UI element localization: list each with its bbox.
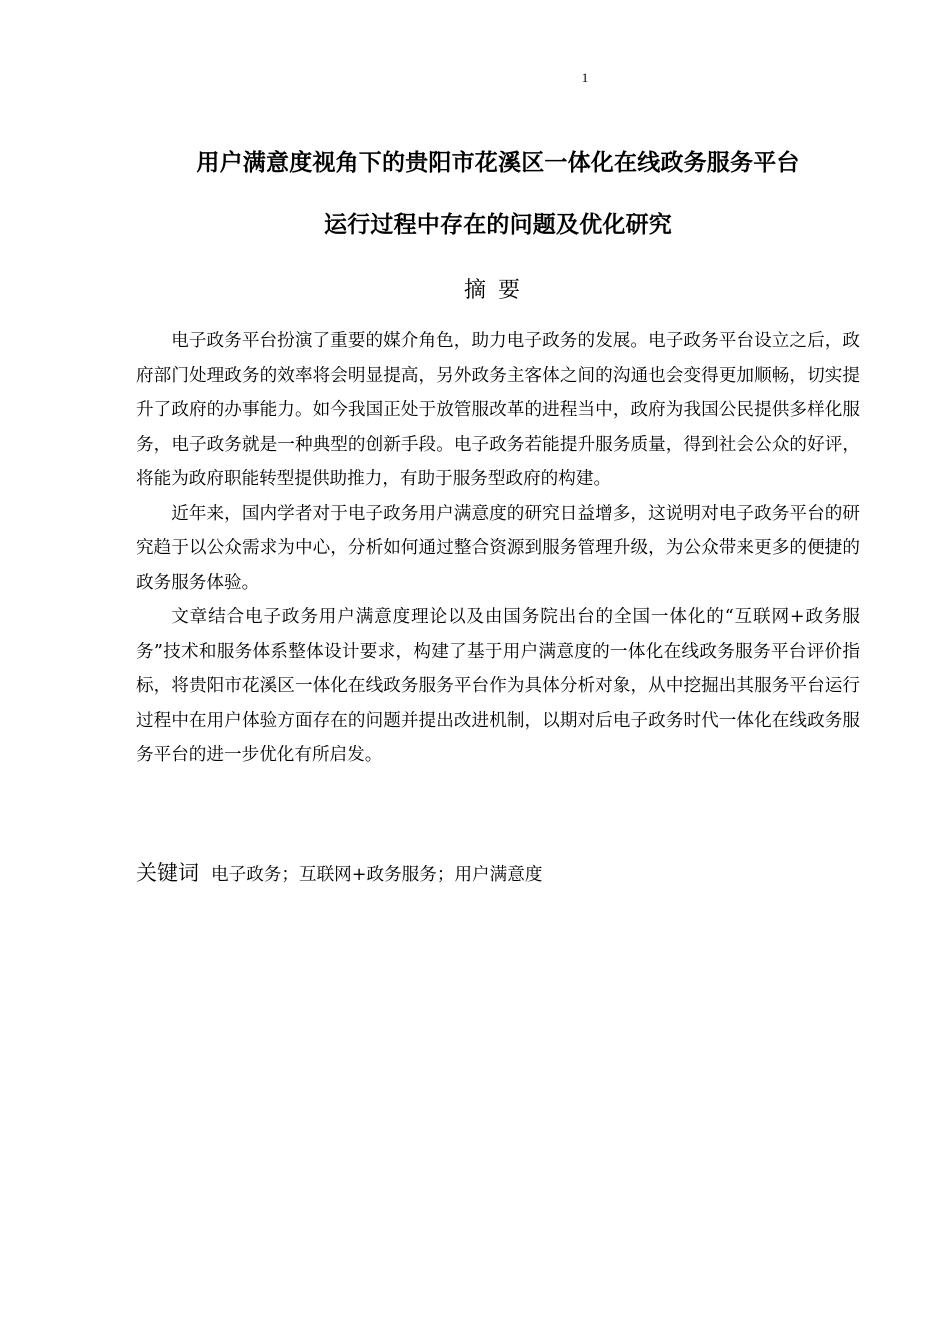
abstract-paragraph: 近年来，国内学者对于电子政务用户满意度的研究日益增多，这说明对电子政务平台的研究趋于以公众需求为中心，分析如何通过整合资源到服务管理升级，为公众带来更多的便捷的政务服务体验。	[136, 503, 860, 593]
paper-title-line-2: 运行过程中存在的问题及优化研究	[324, 212, 672, 238]
keywords-label: 关键词	[136, 861, 199, 885]
abstract-heading: 摘要	[463, 278, 532, 303]
keywords-line	[136, 856, 860, 892]
abstract-paragraph: 文章结合电子政务用户满意度理论以及由国务院出台的全国一体化的“互联网+政务服务”技术和服务体系整体设计要求，构建了基于用户满意度的一体化在线政务服务平台评价指标，将贵阳市花溪区一体化在线政务服务平台作为具体分析对象，从中挖掘出其服务平台运行过程中在用户体验方面存在的问题并提出改进机制，以期对后电子政务时代一体化在线政务服务平台的进一步优化有所启发。	[136, 607, 860, 765]
page-number: 1	[581, 70, 589, 85]
keywords-text: 电子政务；互联网+政务服务；用户满意度	[211, 865, 543, 885]
paper-title-line-1: 用户满意度视角下的贵阳市花溪区一体化在线政务服务平台	[196, 150, 800, 176]
abstract-body	[136, 324, 860, 773]
abstract-paragraph: 电子政务平台扮演了重要的媒介角色，助力电子政务的发展。电子政务平台设立之后，政府部门处理政务的效率将会明显提高，另外政务主客体之间的沟通也会变得更加顺畅，切实提升了政府的办事能力。如今我国正处于放管服改革的进程当中，政府为我国公民提供多样化服务，电子政务就是一种典型的创新手段。电子政务若能提升服务质量，得到社会公众的好评，将能为政府职能转型提供助推力，有助于服务型政府的构建。	[136, 331, 860, 489]
